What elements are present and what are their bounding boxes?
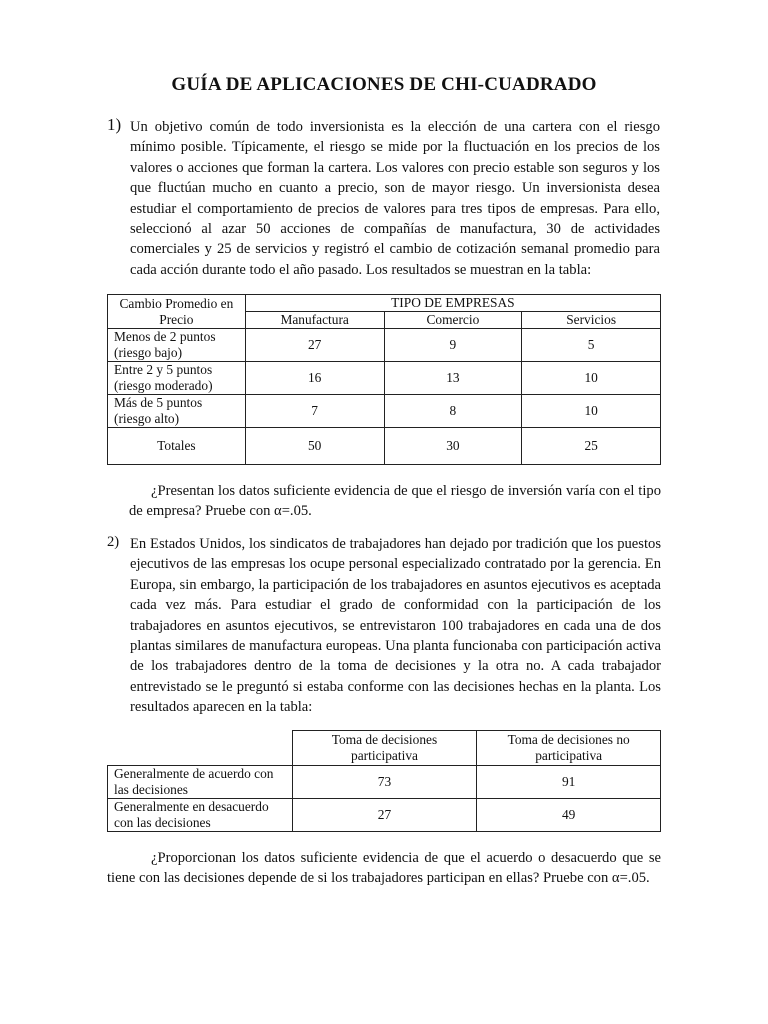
- decisions-table: [107, 730, 661, 832]
- table-row: [108, 428, 661, 465]
- document-title: GUÍA DE APLICACIONES DE CHI-CUADRADO: [171, 74, 597, 95]
- row-label: Menos de 2 puntos (riesgo bajo): [108, 329, 246, 362]
- risk-table-col-header: Manufactura: [245, 312, 384, 329]
- table-cell: 27: [245, 329, 384, 362]
- question-1-prompt: ¿Presentan los datos suficiente evidencia de que el riesgo de inversión varía con el tipo de empresa? Pruebe con α=.05.: [129, 483, 661, 520]
- table-cell: 73: [292, 766, 477, 799]
- table-cell: 13: [384, 362, 522, 395]
- table-cell: 10: [522, 362, 661, 395]
- totals-label: Totales: [108, 428, 246, 465]
- question-2-number: 2): [107, 534, 120, 550]
- table-cell: 30: [384, 428, 522, 465]
- table-cell: 25: [522, 428, 661, 465]
- question-2-prompt: ¿Proporcionan los datos suficiente evidencia de que el acuerdo o desacuerdo que se tiene con las decisiones depende de si los trabajadores participan en ellas? Pruebe con α=.05.: [107, 850, 661, 887]
- decisions-table-col-header: Toma de decisiones participativa: [292, 731, 477, 766]
- row-label: Generalmente en desacuerdo con las decisiones: [108, 799, 293, 832]
- table-row: [108, 799, 661, 832]
- table-row: [108, 766, 661, 799]
- table-cell: 27: [292, 799, 477, 832]
- risk-table-row-header: Cambio Promedio en Precio: [108, 295, 246, 329]
- risk-table-col-header: Comercio: [384, 312, 522, 329]
- table-row: [108, 395, 661, 428]
- risk-table-group-header: TIPO DE EMPRESAS: [245, 295, 660, 312]
- table-cell: 91: [477, 766, 661, 799]
- table-corner: [108, 731, 293, 766]
- risk-table-col-header: Servicios: [522, 312, 661, 329]
- table-row: [108, 362, 661, 395]
- table-cell: 8: [384, 395, 522, 428]
- table-row: [108, 329, 661, 362]
- table-cell: 16: [245, 362, 384, 395]
- decisions-table-col-header: Toma de decisiones no participativa: [477, 731, 661, 766]
- row-label: Entre 2 y 5 puntos (riesgo moderado): [108, 362, 246, 395]
- table-cell: 49: [477, 799, 661, 832]
- table-cell: 7: [245, 395, 384, 428]
- table-cell: 5: [522, 329, 661, 362]
- table-cell: 50: [245, 428, 384, 465]
- row-label: Más de 5 puntos (riesgo alto): [108, 395, 246, 428]
- question-1-number: 1): [107, 115, 122, 134]
- question-1-text: Un objetivo común de todo inversionista es la elección de una cartera con el riesgo mínimo posible. Típicamente, el riesgo se mide por la fluctuación en los precios de los valores o acciones que forman la cartera. Los valores con precio estable son seguros y los que fluctúan mucho en cuanto a precio, son de mayor riesgo. Un inversionista desea estudiar el comportamiento de precios de valores para tres tipos de empresas. Para ello, seleccionó al azar 50 acciones de compañías de manufactura, 30 de actividades comerciales y 25 de servicios y registró el cambio de cotización semanal promedio para cada acción durante todo el año pasado. Los resultados se muestran en la tabla:: [130, 119, 660, 278]
- table-cell: 9: [384, 329, 522, 362]
- table-cell: 10: [522, 395, 661, 428]
- risk-table: [107, 294, 661, 465]
- question-2-text: En Estados Unidos, los sindicatos de trabajadores han dejado por tradición que los puestos ejecutivos de las empresas los ocupe personal especializado contratado por la gerencia. En Europa, sin embargo, la participación de los trabajadores en asuntos ejecutivos es aceptada cada vez más. Para estudiar el grado de conformidad con la participación de los trabajadores en asuntos ejecutivos, se entrevistaron 100 trabajadores en cada una de dos plantas similares de manufactura europeas. Una planta funcionaba con participación activa de los trabajadores dentro de la toma de decisiones y la otra no. A cada trabajador entrevistado se le preguntó si estaba conforme con las decisiones hechas en la planta. Los resultados aparecen en la tabla:: [130, 536, 661, 716]
- row-label: Generalmente de acuerdo con las decisiones: [108, 766, 293, 799]
